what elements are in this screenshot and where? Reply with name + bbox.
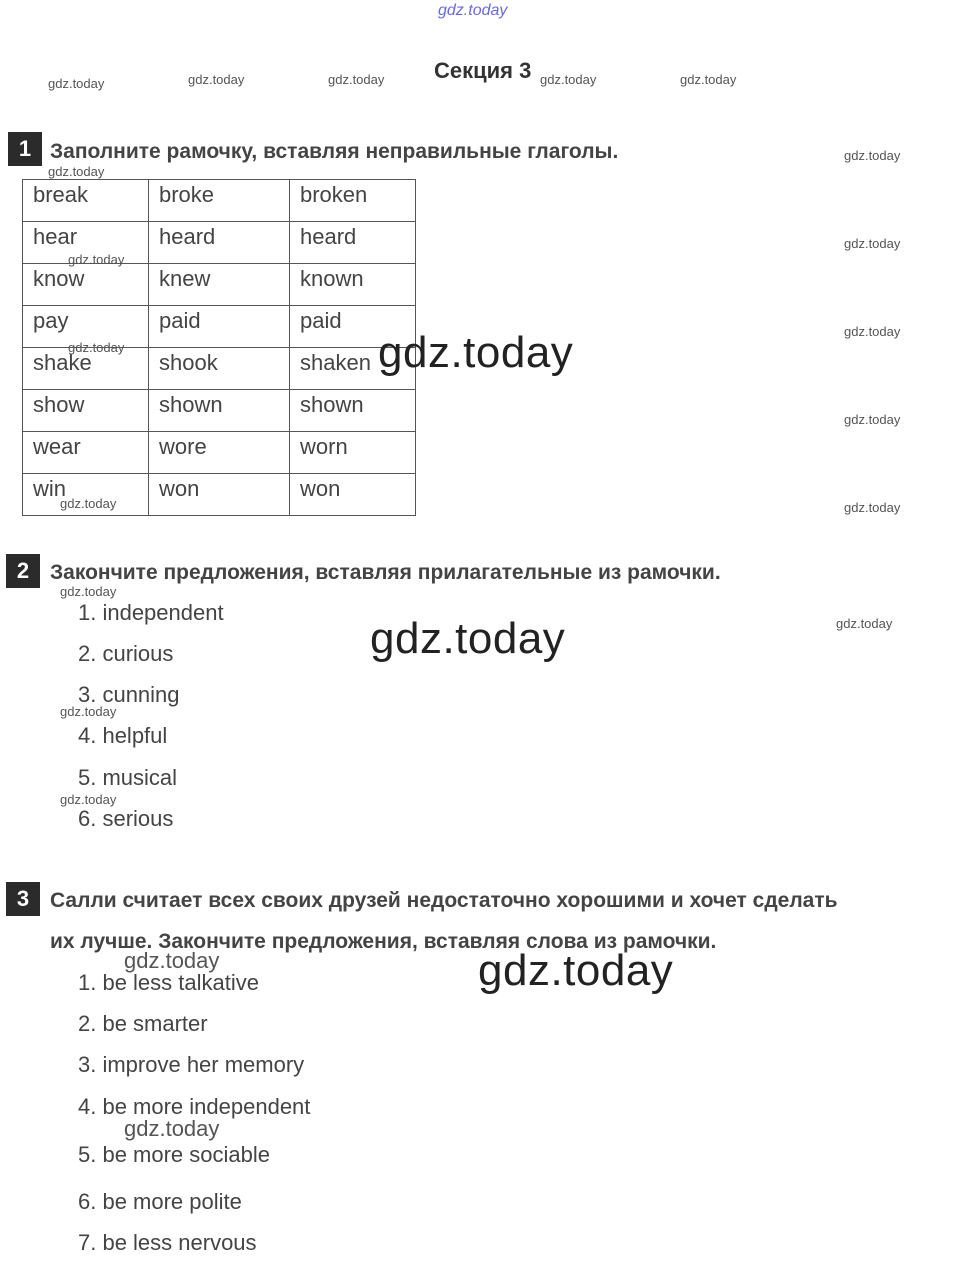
watermark: gdz.today bbox=[844, 324, 901, 339]
answer-item: 3. improve her memory bbox=[78, 1052, 305, 1077]
verb-past-simple: shown bbox=[149, 390, 290, 432]
verb-past-participle: broken bbox=[290, 180, 416, 222]
watermark: gdz.today bbox=[124, 1116, 220, 1141]
verb-base-form: break bbox=[23, 180, 149, 222]
answer-item: 2. be smarter bbox=[78, 1011, 208, 1036]
exercise-number-badge: 2 bbox=[6, 554, 40, 588]
watermark: gdz.today bbox=[124, 948, 220, 973]
verb-past-simple: knew bbox=[149, 264, 290, 306]
verb-past-simple: paid bbox=[149, 306, 290, 348]
watermark: gdz.today bbox=[844, 148, 901, 163]
watermark: gdz.today bbox=[680, 72, 737, 87]
verb-row bbox=[23, 264, 416, 306]
verb-past-participle: won bbox=[290, 474, 416, 516]
section-title: Секция 3 bbox=[434, 58, 532, 83]
verb-base-form: win bbox=[23, 474, 149, 516]
watermark: gdz.today bbox=[48, 164, 105, 179]
exercise-3-instruction-line-2: их лучше. Закончите предложения, вставляя слова из рамочки. bbox=[50, 930, 717, 953]
verb-past-participle: paid bbox=[290, 306, 416, 348]
verb-past-simple: shook bbox=[149, 348, 290, 390]
verb-past-participle: heard bbox=[290, 222, 416, 264]
answer-item: 4. be more independent bbox=[78, 1094, 311, 1119]
watermark: gdz.today bbox=[844, 236, 901, 251]
exercise-number-badge: 1 bbox=[8, 132, 42, 166]
exercise-2-instruction: Закончите предложения, вставляя прилагательные из рамочки. bbox=[50, 561, 721, 584]
watermark: gdz.today bbox=[540, 72, 597, 87]
watermark: gdz.today bbox=[60, 496, 117, 511]
watermark-large: gdz.today bbox=[378, 328, 574, 377]
verb-past-simple: wore bbox=[149, 432, 290, 474]
answer-item: 2. curious bbox=[78, 641, 174, 666]
answer-item: 1. be less talkative bbox=[78, 970, 259, 995]
watermark: gdz.today bbox=[328, 72, 385, 87]
exercise-1-instruction: Заполните рамочку, вставляя неправильные глаголы. bbox=[50, 140, 619, 163]
watermark: gdz.today bbox=[836, 616, 893, 631]
watermark: gdz.today bbox=[48, 76, 105, 91]
watermark: gdz.today bbox=[60, 704, 117, 719]
verb-base-form: hear bbox=[23, 222, 149, 264]
verb-base-form: pay bbox=[23, 306, 149, 348]
verb-past-participle: shaken bbox=[290, 348, 416, 390]
answer-item: 5. be more sociable bbox=[78, 1142, 270, 1167]
exercise-number-badge: 3 bbox=[6, 882, 40, 916]
watermark: gdz.today bbox=[68, 252, 125, 267]
verb-past-participle: known bbox=[290, 264, 416, 306]
verb-past-simple: broke bbox=[149, 180, 290, 222]
answer-item: 7. be less nervous bbox=[78, 1230, 257, 1255]
watermark: gdz.today bbox=[188, 72, 245, 87]
answer-item: 4. helpful bbox=[78, 723, 168, 748]
verb-row bbox=[23, 432, 416, 474]
exercise-3-instruction-line-1: Салли считает всех своих друзей недостаточно хорошими и хочет сделать bbox=[50, 889, 838, 912]
verb-base-form: know bbox=[23, 264, 149, 306]
watermark: gdz.today bbox=[68, 340, 125, 355]
verb-base-form: shake bbox=[23, 348, 149, 390]
watermark: gdz.today bbox=[844, 412, 901, 427]
verb-row bbox=[23, 180, 416, 222]
verb-base-form: show bbox=[23, 390, 149, 432]
answer-item: 6. be more polite bbox=[78, 1189, 242, 1214]
answer-item: 1. independent bbox=[78, 600, 224, 625]
verb-row bbox=[23, 390, 416, 432]
watermark: gdz.today bbox=[844, 500, 901, 515]
watermark-top: gdz.today bbox=[438, 2, 508, 19]
verb-base-form: wear bbox=[23, 432, 149, 474]
watermark: gdz.today bbox=[60, 792, 117, 807]
verb-past-participle: shown bbox=[290, 390, 416, 432]
answer-item: 6. serious bbox=[78, 806, 174, 831]
answer-item: 5. musical bbox=[78, 765, 178, 790]
watermark: gdz.today bbox=[60, 584, 117, 599]
answer-item: 3. cunning bbox=[78, 682, 180, 707]
watermark-large: gdz.today bbox=[478, 946, 674, 995]
verb-past-simple: heard bbox=[149, 222, 290, 264]
watermark-large: gdz.today bbox=[370, 614, 566, 663]
verb-past-participle: worn bbox=[290, 432, 416, 474]
verb-past-simple: won bbox=[149, 474, 290, 516]
